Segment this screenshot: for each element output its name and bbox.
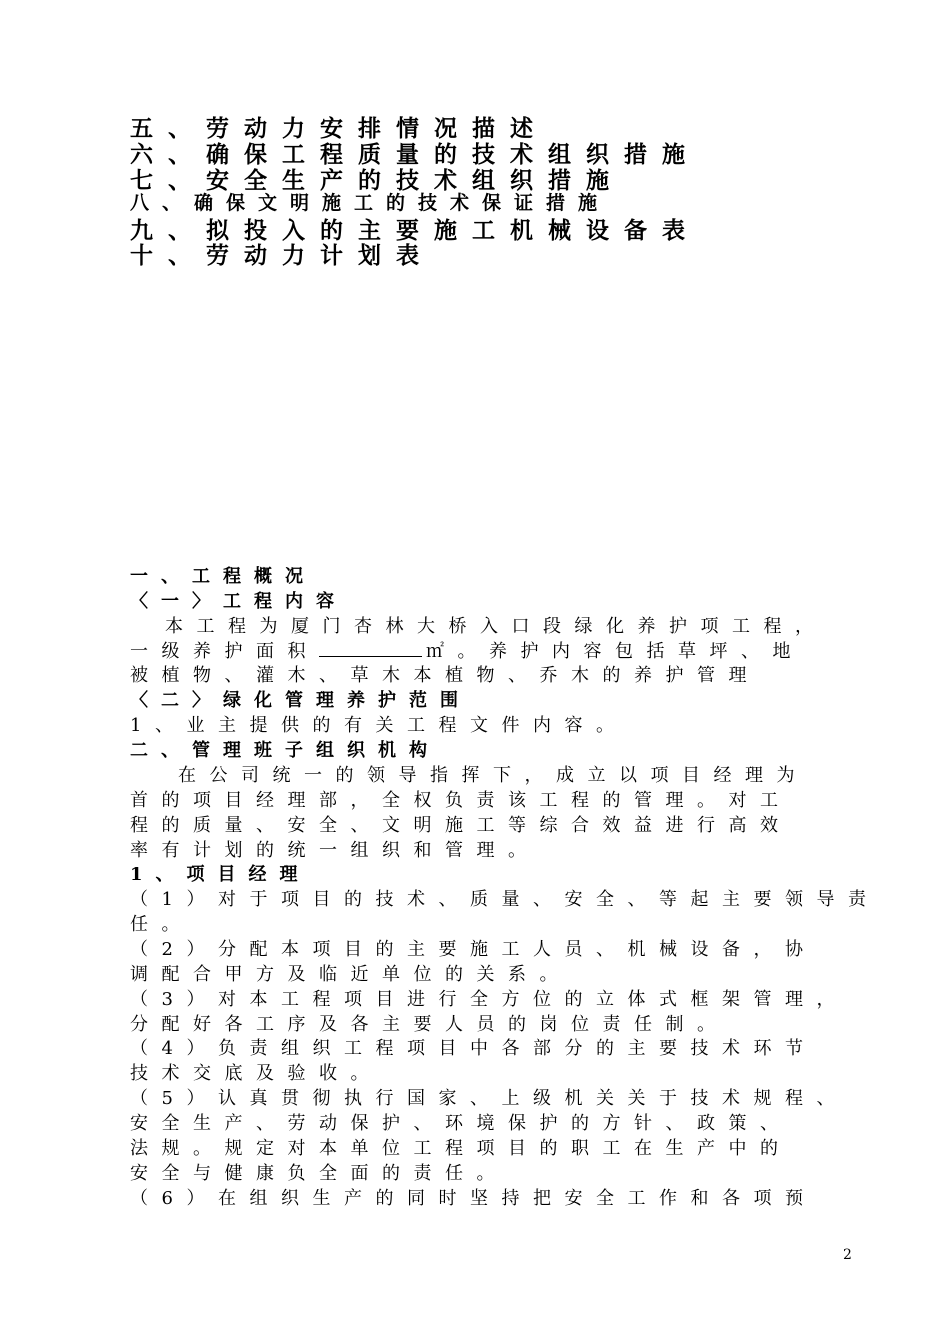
toc-item-8: 八、确保文明施工的技术保证措施 <box>130 192 611 214</box>
toc-item-5: 五、劳动力安排情况描述 <box>130 115 548 142</box>
list-item: 安全生产、劳动保护、环境保护的方针、政策、 <box>130 1113 792 1134</box>
paragraph-line: 本工程为厦门杏林大桥入口段绿化养护项工程， <box>165 616 827 637</box>
list-item: 任。 <box>130 914 193 935</box>
list-item: 安全与健康负全面的责任。 <box>130 1163 508 1184</box>
paragraph-line: 率有计划的统一组织和管理。 <box>130 840 540 861</box>
list-item: 1、业主提供的有关工程文件内容。 <box>130 715 628 736</box>
list-item: （6）在组织生产的同时坚持把安全工作和各项预 <box>130 1188 817 1209</box>
list-item: 调配合甲方及临近单位的关系。 <box>130 964 571 985</box>
list-item: 分配好各工序及各主要人员的岗位责任制。 <box>130 1014 729 1035</box>
page-number: 2 <box>843 1247 852 1263</box>
section-heading: 一、工程概况 <box>130 566 316 587</box>
list-item: 法规。规定对本单位工程项目的职工在生产中的 <box>130 1138 792 1159</box>
blank-underline <box>319 642 422 657</box>
list-item: （2）分配本项目的主要施工人员、机械设备，协 <box>130 939 817 960</box>
toc-item-6: 六、确保工程质量的技术组织措施 <box>130 141 700 168</box>
list-item: （1）对于项目的技术、质量、安全、等起主要领导责 <box>130 889 880 910</box>
toc-item-10: 十、劳动力计划表 <box>130 242 434 269</box>
list-item: （3）对本工程项目进行全方位的立体式框架管理， <box>130 989 848 1010</box>
list-item: 技术交底及验收。 <box>130 1063 382 1084</box>
subsection-heading: 〈二〉绿化管理养护范围 <box>130 690 471 711</box>
toc-item-7: 七、安全生产的技术组织措施 <box>130 167 624 194</box>
paragraph-line: 程的质量、安全、文明施工等综合效益进行高效 <box>130 815 792 836</box>
paragraph-line <box>130 637 804 663</box>
section-heading: 二、管理班子组织机构 <box>130 740 440 761</box>
subsection-heading: 1、项目经理 <box>130 864 311 885</box>
list-item: （4）负责组织工程项目中各部分的主要技术环节 <box>130 1038 817 1059</box>
paragraph-text: 一级养护面积 <box>130 641 319 662</box>
toc-item-9: 九、拟投入的主要施工机械设备表 <box>130 217 700 244</box>
subsection-heading: 〈一〉工程内容 <box>130 591 347 612</box>
paragraph-line: 在公司统一的领导指挥下，成立以项目经理为 <box>178 765 808 786</box>
paragraph-text: ㎡。养护内容包括草坪、地 <box>426 641 804 662</box>
list-item: （5）认真贯彻执行国家、上级机关关于技术规程、 <box>130 1088 848 1109</box>
paragraph-line: 被植物、灌木、草木本植物、乔木的养护管理 <box>130 665 760 686</box>
paragraph-line: 首的项目经理部，全权负责该工程的管理。对工 <box>130 790 792 811</box>
